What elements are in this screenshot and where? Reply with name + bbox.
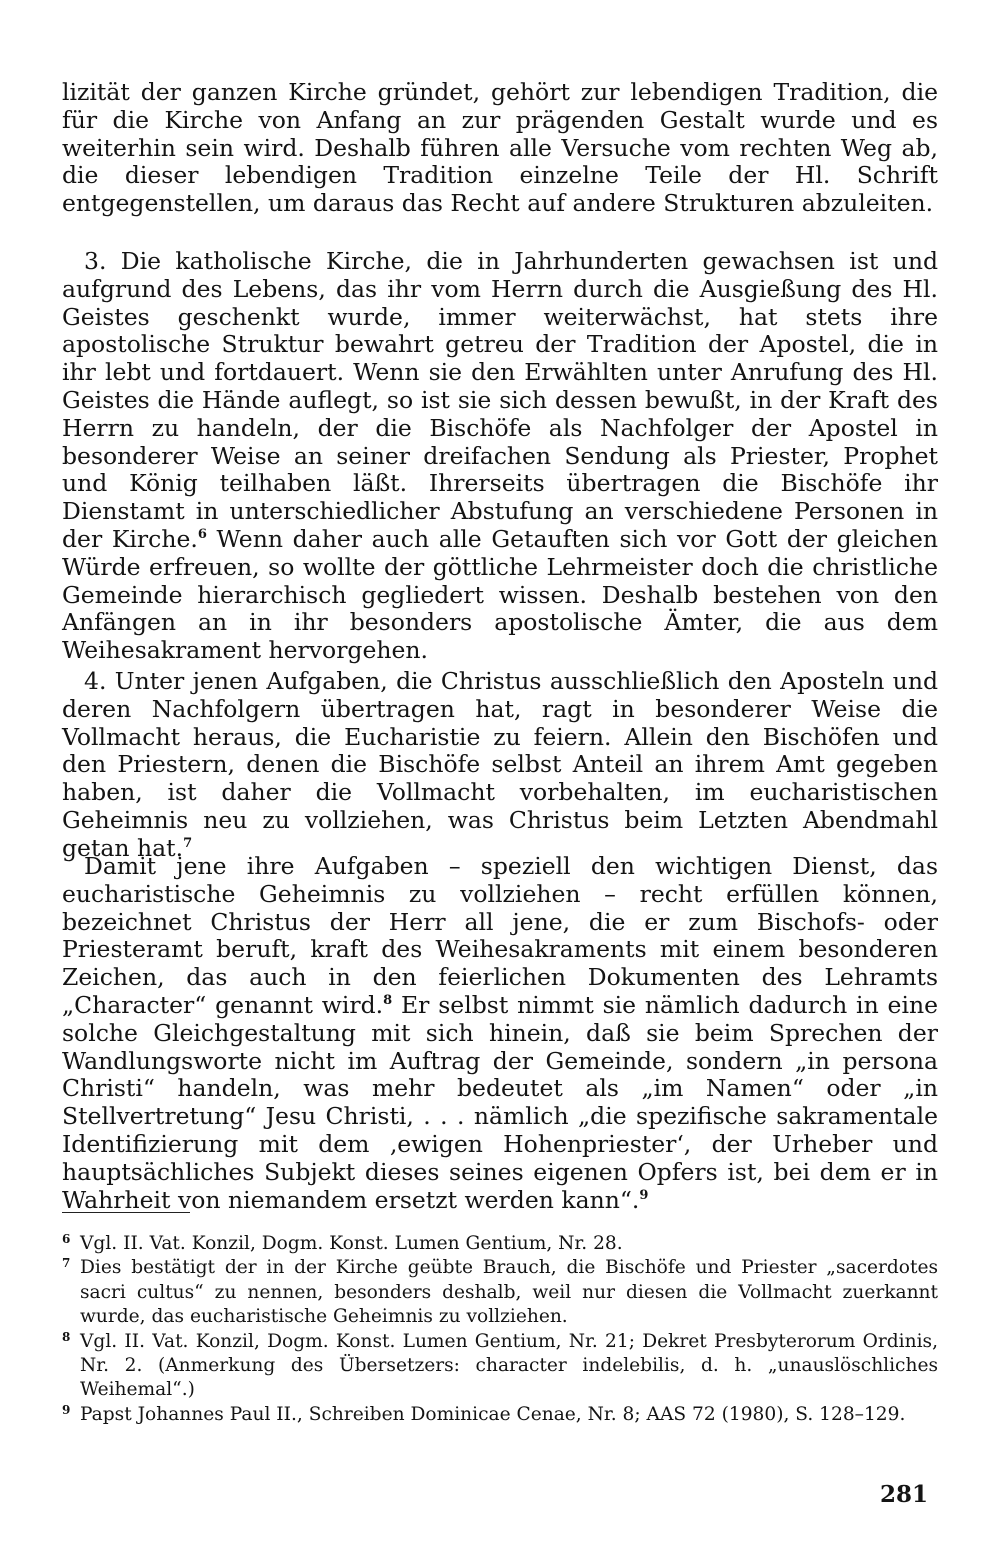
footnote-7: 7 Dies bestätigt der in der Kirche geübte Brauch, die Bischöfe und Priester „sacerdotes sacri cultus“ zu nennen, besonders deshalb, weil nur diesen die Vollmacht zuerkannt wurde, das eucharistische Geheimnis zu vollziehen. xyxy=(62,1256,938,1328)
footnote-ref-7[interactable]: 7 xyxy=(183,835,193,851)
footnote-ref-9[interactable]: 9 xyxy=(639,1187,649,1203)
paragraph-continuation: lizität der ganzen Kirche gründet, gehört zur lebendigen Tradition, die für die Kirche von Anfang an zur prägenden Gestalt wurde und es weiterhin sein wird. Deshalb führen alle Versuche vom rechten Weg ab, die dieser lebendigen Tradition einzelne Teile der Hl. Schrift entgegenstellen, um daraus das Recht auf andere Strukturen abzuleiten. xyxy=(62,78,938,218)
paragraph-4 xyxy=(62,668,938,863)
footnote-divider xyxy=(62,1212,190,1213)
footnote-6: 6 Vgl. II. Vat. Konzil, Dogm. Konst. Lumen Gentium, Nr. 28. xyxy=(62,1232,623,1254)
page-number: 281 xyxy=(879,1481,928,1508)
paragraph-3-text-a: 3. Die katholische Kirche, die in Jahrhunderten gewachsen ist und aufgrund des Lebens, das ihr vom Herrn durch die Ausgießung des Hl. Geistes geschenkt wurde, immer weiterwächst, hat stets ihre apostolische Struktur bewahrt getreu der Tradition der Apostel, die in ihr lebt und fortdauert. Wenn sie den Erwählten unter Anrufung des Hl. Geistes die Hände auflegt, so ist sie sich dessen bewußt, in der Kraft des Herrn zu handeln, der die Bischöfe als Nachfolger der Apostel in besonderer Weise an seiner dreifachen Sendung als Priester, Prophet und König teilhaben läßt. Ihrerseits übertragen die Bischöfe ihr Dienstamt in unterschiedlicher Abstufung an verschiedene Personen in der Kirche. xyxy=(62,247,938,553)
paragraph-5-text-a: Damit jene ihre Aufgaben – speziell den wichtigen Dienst, das eucharistische Geheimnis zu vollziehen – recht erfüllen können, bezeichnet Christus der Herr all jene, die er zum Bischofs- oder Priesteramt beruft, kraft des Weihesakraments mit einem besonderen Zeichen, das auch in den feierlichen Dokumenten des Lehramts „Character“ genannt wird. xyxy=(62,852,938,1019)
footnotes xyxy=(62,1232,938,1427)
paragraph-3 xyxy=(62,248,938,665)
footnote-ref-6[interactable]: 6 xyxy=(197,526,207,542)
paragraph-4-text: 4. Unter jenen Aufgaben, die Christus ausschließlich den Aposteln und deren Nachfolgern übertragen hat, ragt in besonderer Weise die Vollmacht heraus, die Eucharistie zu feiern. Allein den Bischöfen und den Priestern, denen die Bischöfe selbst Anteil an ihrem Amt gegeben haben, ist daher die Vollmacht vorbehalten, im eucharistischen Geheimnis neu zu vollziehen, was Christus beim Letzten Abendmahl getan hat. xyxy=(62,667,938,862)
footnote-text: Dies bestätigt der in der Kirche geübte Brauch, die Bischöfe und Priester „sacerdotes sacri cultus“ zu nennen, besonders deshalb, weil nur diesen die Vollmacht zuerkannt wurde, das eucharistische Geheimnis zu vollziehen. xyxy=(80,1257,938,1328)
footnote-8: 8 Vgl. II. Vat. Konzil, Dogm. Konst. Lumen Gentium, Nr. 21; Dekret Presbyterorum Ordinis, Nr. 2. (Anmerkung des Übersetzers: character indelebilis, d. h. „unauslöschliches Weihemal“.) xyxy=(62,1329,938,1401)
footnote-text: Vgl. II. Vat. Konzil, Dogm. Konst. Lumen Gentium, Nr. 28. xyxy=(80,1233,623,1254)
footnote-text: Papst Johannes Paul II., Schreiben Dominicae Cenae, Nr. 8; AAS 72 (1980), S. 128–129. xyxy=(80,1403,906,1425)
paragraph-3-text-b: Wenn daher auch alle Getauften sich vor Gott der gleichen Würde erfreuen, so wollte der göttliche Lehrmeister doch die christliche Gemeinde hierarchisch gegliedert wissen. Deshalb bestehen von den Anfängen an in ihr besonders apostolische Ämter, die aus dem Weihesakrament hervorgehen. xyxy=(62,524,938,665)
footnote-9: 9 Papst Johannes Paul II., Schreiben Dominicae Cenae, Nr. 8; AAS 72 (1980), S. 128–129. xyxy=(62,1402,906,1425)
footnote-ref-8[interactable]: 8 xyxy=(383,992,393,1008)
paragraph-5 xyxy=(62,853,938,1214)
paragraph-5-text-b: Er selbst nimmt sie nämlich dadurch in eine solche Gleichgestaltung mit sich hinein, daß sie beim Sprechen der Wandlungsworte nicht im Auftrag der Gemeinde, sondern „in persona Christi“ handeln, was mehr bedeutet als „im Namen“ oder „in Stellvertretung“ Jesu Christi, . . . nämlich „die spezifische sakramentale Identifizierung mit dem ‚ewigen Hohenpriester‘, der Urheber und hauptsächliches Subjekt dieses seines eigenen Opfers ist, bei dem er in Wahrheit von niemandem ersetzt werden kann“. xyxy=(62,990,938,1214)
footnote-text: Vgl. II. Vat. Konzil, Dogm. Konst. Lumen Gentium, Nr. 21; Dekret Presbyterorum Ordinis, Nr. 2. (Anmerkung des Übersetzers: character indelebilis, d. h. „unauslöschliches Weihemal“.) xyxy=(80,1330,938,1401)
